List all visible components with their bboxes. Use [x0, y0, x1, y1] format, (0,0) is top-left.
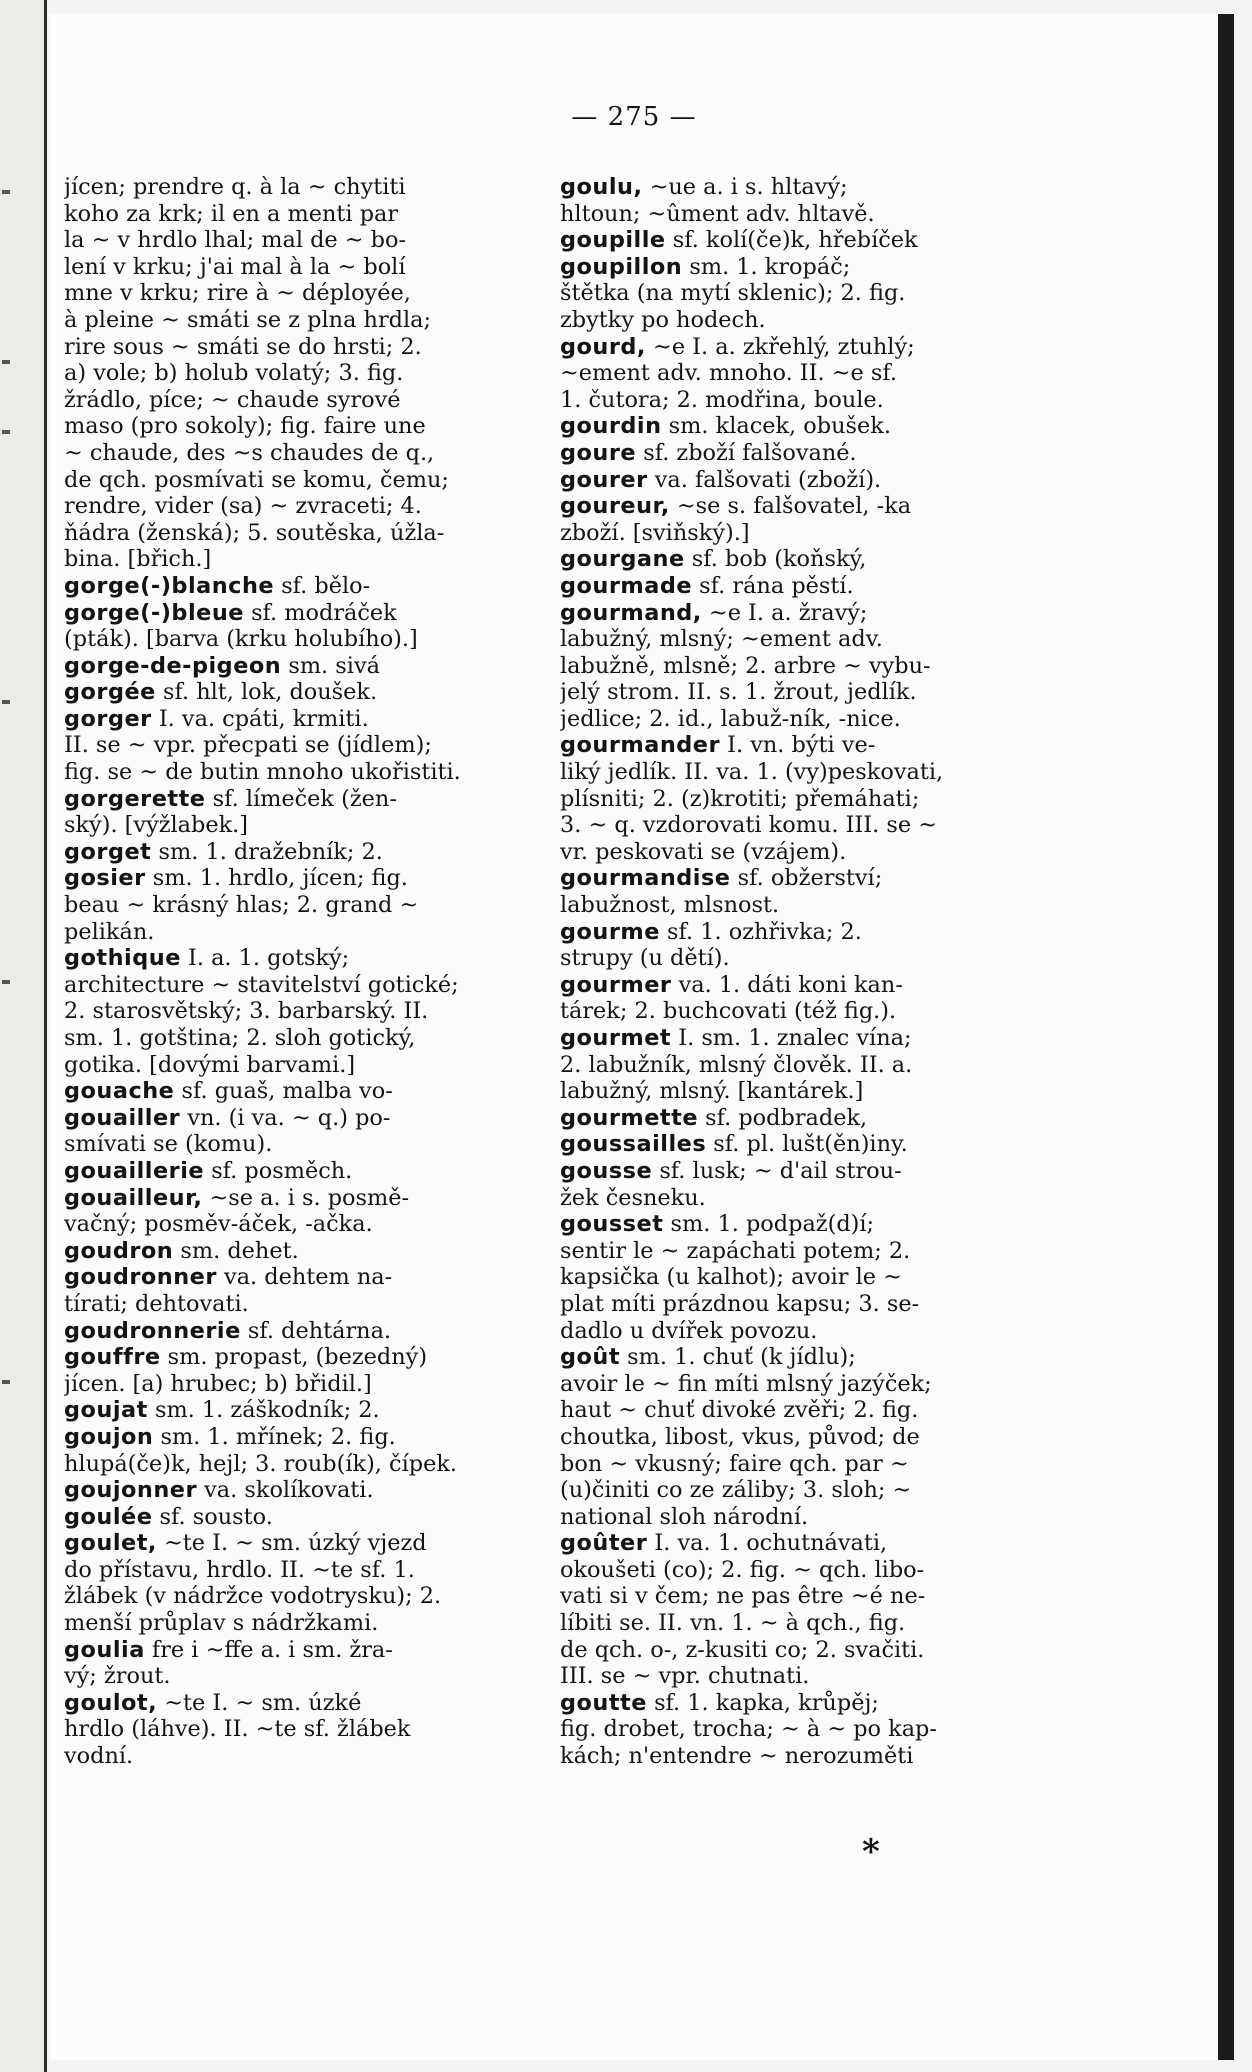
right-column-line — [560, 919, 1025, 946]
footer-mark: * — [862, 1832, 880, 1872]
definition-text: sf. sousto. — [152, 1503, 273, 1530]
headword: gorget — [64, 838, 152, 865]
headword: gourmander — [560, 732, 721, 759]
edge-mark — [2, 1380, 10, 1384]
definition-text: ~se a. i s. posmě- — [202, 1184, 410, 1211]
left-column-line — [64, 786, 529, 813]
headword: gorge(-)blanche — [64, 572, 275, 599]
left-column-line: à pleine ~ smáti se z plna hrdla; — [64, 306, 432, 333]
edge-mark — [2, 700, 10, 704]
edge-mark — [2, 430, 10, 434]
left-column-line: hrdlo (láhve). II. ~te sf. žlábek — [64, 1716, 411, 1743]
definition-text: sf. 1. ozhřivka; 2. — [659, 918, 862, 945]
definition-text: fre i ~ffe a. i sm. žra- — [144, 1636, 393, 1663]
left-column-line: vačný; posměv-áček, -ačka. — [64, 1211, 373, 1238]
definition-text: sf. límeček (žen- — [205, 785, 397, 812]
headword: gourmandise — [560, 865, 731, 892]
definition-text: sm. 1. hrdlo, jícen; fig. — [145, 865, 408, 892]
right-column-line: choutka, libost, vkus, původ; de — [560, 1423, 920, 1450]
headword: goulot, — [64, 1689, 158, 1716]
right-column-line — [560, 413, 1025, 440]
left-column-line: beau ~ krásný hlas; 2. grand ~ — [64, 892, 419, 919]
headword: gourme — [560, 918, 660, 945]
right-column-line: kapsička (u kalhot); avoir le ~ — [560, 1264, 902, 1291]
definition-text: ~e I. a. žravý; — [701, 599, 868, 626]
right-column-line — [560, 334, 1025, 361]
right-column-line: 1. čutora; 2. modřina, boule. — [560, 386, 884, 413]
edge-mark — [2, 190, 10, 194]
left-column-line — [64, 600, 529, 627]
headword: goûter — [560, 1530, 648, 1557]
right-column-line — [560, 1025, 1025, 1052]
page-number: — 275 — — [571, 102, 697, 132]
right-column-line — [560, 467, 1025, 494]
right-column-line: líbiti se. II. vn. 1. ~ à qch., fig. — [560, 1610, 906, 1637]
left-column-line — [64, 573, 529, 600]
left-column-line: rire sous ~ smáti se do hrsti; 2. — [64, 333, 422, 360]
headword: goujonner — [64, 1477, 198, 1504]
headword: gourmade — [560, 572, 693, 599]
headword: gorgée — [64, 679, 156, 706]
right-column-line: tárek; 2. buchcovati (též fig.). — [560, 998, 897, 1025]
left-column-line: mne v krku; rire à ~ déployée, — [64, 280, 411, 307]
left-column-line: ňádra (ženská); 5. soutěska, úžla- — [64, 519, 445, 546]
headword: gouffre — [64, 1344, 161, 1371]
left-column-line — [64, 1637, 529, 1664]
right-column-line: fig. drobet, trocha; ~ à ~ po kap- — [560, 1716, 937, 1743]
left-column-line — [64, 1530, 529, 1557]
right-column-line: (u)činiti co ze záliby; 3. sloh; ~ — [560, 1477, 912, 1504]
dictionary-page — [50, 14, 1234, 2060]
headword: gourer — [560, 466, 648, 493]
right-column-line — [560, 732, 1025, 759]
definition-text: sm. klacek, obušek. — [661, 413, 891, 440]
left-column-line: II. se ~ vpr. přecpati se (jídlem); — [64, 732, 432, 759]
headword: goulu, — [560, 174, 643, 200]
left-column-line — [64, 1397, 529, 1424]
definition-text: ~se s. falšovatel, -ka — [669, 493, 912, 520]
left-column-line: 2. starosvětský; 3. barbarský. II. — [64, 998, 429, 1025]
right-column-line: plat míti prázdnou kapsu; 3. se- — [560, 1290, 920, 1317]
definition-text: ~e I. a. zkřehlý, ztuhlý; — [645, 333, 915, 360]
left-column-line: maso (pro sokoly); fig. faire une — [64, 413, 426, 440]
right-column-line — [560, 1690, 1025, 1717]
left-column-line — [64, 1238, 529, 1265]
headword: gourmand, — [560, 599, 702, 626]
right-column-line: žek česneku. — [560, 1184, 706, 1211]
headword: goujat — [64, 1397, 148, 1424]
definition-text: vn. (i va. ~ q.) po- — [180, 1104, 391, 1131]
left-column-line — [64, 1690, 529, 1717]
right-column-line: bon ~ vkusný; faire qch. par ~ — [560, 1450, 909, 1477]
right-column-line — [560, 1158, 1025, 1185]
left-column-line: koho za krk; il en a menti par — [64, 200, 399, 227]
left-column-line: vý; žrout. — [64, 1663, 171, 1690]
definition-text: sf. lusk; ~ d'ail strou- — [652, 1157, 902, 1184]
headword: gourmet — [560, 1025, 672, 1051]
left-column-line — [64, 1078, 529, 1105]
headword: gorge-de-pigeon — [64, 652, 282, 679]
definition-text: sf. 1. kapka, krůpěj; — [646, 1689, 879, 1716]
definition-text: sm. propast, (bezedný) — [160, 1344, 428, 1371]
right-column-line: štětka (na mytí sklenic); 2. fig. — [560, 280, 906, 307]
left-column-line: žlábek (v nádržce vodotrysku); 2. — [64, 1583, 442, 1610]
right-column-line: vati si v čem; ne pas être ~é ne- — [560, 1583, 926, 1610]
left-column-line: la ~ v hrdlo lhal; mal de ~ bo- — [64, 227, 407, 254]
left-column-line — [64, 1105, 529, 1132]
definition-text: I. a. 1. gotský; — [180, 945, 350, 972]
right-column-line: labužnost, mlsnost. — [560, 892, 780, 919]
definition-text: sf. pl. lušt(ěn)iny. — [706, 1131, 908, 1158]
headword: goulia — [64, 1636, 145, 1663]
definition-text: sm. 1. dražebník; 2. — [151, 838, 383, 865]
headword: gouailleur, — [64, 1184, 203, 1211]
definition-text: ~ue a. i s. hltavý; — [642, 174, 848, 200]
left-column-line: ský). [výžlabek.] — [64, 812, 249, 839]
definition-text: sf. zboží falšované. — [636, 439, 857, 466]
left-column-line: ~ chaude, des ~s chaudes de q., — [64, 439, 435, 466]
definition-text: sm. dehet. — [173, 1237, 299, 1264]
definition-text: sf. bělo- — [274, 572, 371, 599]
definition-text: sm. 1. mřínek; 2. fig. — [153, 1423, 396, 1450]
right-column-line: hltoun; ~ûment adv. hltavě. — [560, 200, 875, 227]
definition-text: va. dehtem na- — [216, 1264, 393, 1291]
definition-text: sf. podbradek, — [698, 1104, 868, 1131]
headword: gosier — [64, 865, 146, 892]
right-column-line — [560, 1211, 1025, 1238]
right-column-line: ~ement adv. mnoho. II. ~e sf. — [560, 360, 897, 387]
right-column-line — [560, 546, 1025, 573]
left-column-line: jícen. [a) hrubec; b) břidil.] — [64, 1370, 372, 1397]
definition-text: I. sm. 1. znalec vína; — [671, 1025, 912, 1051]
definition-text: sf. hlt, lok, doušek. — [155, 679, 378, 706]
definition-text: sm. 1. záškodník; 2. — [147, 1397, 380, 1424]
left-column-line: lení v krku; j'ai mal à la ~ bolí — [64, 253, 406, 280]
definition-text: sf. rána pěstí. — [692, 572, 854, 599]
headword: goulée — [64, 1503, 153, 1530]
left-column-line: žrádlo, píce; ~ chaude syrové — [64, 386, 401, 413]
right-column-line — [560, 865, 1025, 892]
headword: goudron — [64, 1237, 174, 1264]
right-column-line — [560, 227, 1025, 254]
definition-text: va. falšovati (zboží). — [647, 466, 882, 493]
right-column-line — [560, 493, 1025, 520]
left-column-line — [64, 1264, 529, 1291]
definition-text: sf. kolí(če)k, hřebíček — [665, 227, 918, 254]
left-column-line — [64, 839, 529, 866]
left-column-line: vodní. — [64, 1743, 134, 1770]
headword: gourd, — [560, 333, 646, 360]
left-column-line: sm. 1. gotština; 2. sloh gotický, — [64, 1025, 416, 1051]
right-column-line: plísniti; 2. (z)krotiti; přemáhati; — [560, 785, 920, 812]
right-column-line — [560, 600, 1025, 627]
left-column-line — [64, 1158, 529, 1185]
right-column-line — [560, 573, 1025, 600]
left-column-line: hlupá(če)k, hejl; 3. roub(ík), čípek. — [64, 1450, 458, 1477]
right-column-line — [560, 254, 1025, 281]
left-column-line — [64, 1424, 529, 1451]
headword: gorger — [64, 705, 152, 732]
right-column-line: jedlice; 2. id., labuž-ník, -nice. — [560, 705, 901, 732]
headword: goussailles — [560, 1131, 707, 1158]
definition-text: sf. dehtárna. — [240, 1317, 392, 1344]
right-column-line: labužný, mlsný; ~ement adv. — [560, 626, 883, 653]
definition-text: ~te I. ~ sm. úzký vjezd — [156, 1530, 427, 1557]
left-column-line — [64, 1185, 529, 1212]
right-column-line: zbytky po hodech. — [560, 306, 766, 333]
right-column-line: 2. labužník, mlsný člověk. II. a. — [560, 1051, 913, 1078]
left-column-line: architecture ~ stavitelství gotické; — [64, 971, 459, 998]
right-column-line: vr. peskovati se (vzájem). — [560, 838, 847, 865]
right-column-line: dadlo u dvířek povozu. — [560, 1317, 818, 1344]
headword: gorgerette — [64, 785, 206, 812]
right-column-line — [560, 440, 1025, 467]
definition-text: sf. posměch. — [204, 1157, 353, 1184]
headword: gouaillerie — [64, 1157, 205, 1184]
left-column-line: de qch. posmívati se komu, čemu; — [64, 466, 449, 493]
right-column-line: liký jedlík. II. va. 1. (vy)peskovati, — [560, 759, 944, 786]
adjacent-page-edge — [0, 0, 47, 2072]
definition-text: sf. bob (koňský, — [684, 546, 867, 573]
left-column-line: do přístavu, hrdlo. II. ~te sf. 1. — [64, 1556, 415, 1583]
right-column-line: de qch. o-, z-kusiti co; 2. svačiti. — [560, 1636, 925, 1663]
left-column-line: bina. [břich.] — [64, 546, 212, 573]
left-column-line — [64, 706, 529, 733]
left-column-line: gotika. [dovými barvami.] — [64, 1051, 356, 1078]
left-column-line — [64, 1477, 529, 1504]
headword: goupillon — [560, 253, 683, 280]
headword: gouailler — [64, 1104, 181, 1131]
headword: gourgane — [560, 546, 685, 573]
left-column-line: pelikán. — [64, 918, 155, 945]
definition-text: ~te I. ~ sm. úzké — [157, 1689, 362, 1716]
definition-text: I. va. cpáti, krmiti. — [151, 705, 369, 732]
definition-text: I. va. 1. ochutnávati, — [647, 1530, 888, 1557]
headword: gorge(-)bleue — [64, 599, 244, 626]
right-column-line: avoir le ~ fin míti mlsný jazýček; — [560, 1370, 932, 1397]
right-column-line: zboží. [sviňský).] — [560, 519, 750, 546]
left-column-line — [64, 865, 529, 892]
right-column-line: haut ~ chuť divoké zvěři; 2. fig. — [560, 1397, 919, 1424]
left-column-line: (pták). [barva (krku holubího).] — [64, 626, 418, 653]
right-column-line: sentir le ~ zapáchati potem; 2. — [560, 1237, 911, 1264]
headword: goût — [560, 1344, 621, 1371]
edge-mark — [2, 360, 10, 364]
left-column — [64, 174, 529, 1770]
definition-text: sm. 1. podpaž(d)í; — [663, 1211, 875, 1238]
right-column-line — [560, 174, 1025, 201]
right-column-line: jelý strom. II. s. 1. žrout, jedlík. — [560, 679, 917, 706]
left-column-line — [64, 653, 529, 680]
right-column-line — [560, 1344, 1025, 1371]
headword: goulet, — [64, 1530, 157, 1557]
right-column-line — [560, 1105, 1025, 1132]
definition-text: I. vn. býti ve- — [720, 732, 876, 759]
headword: goutte — [560, 1689, 647, 1716]
headword: gouache — [64, 1078, 175, 1105]
left-column-line: menší průplav s nádržkami. — [64, 1610, 379, 1637]
left-column-line — [64, 1344, 529, 1371]
right-column-line: III. se ~ vpr. chutnati. — [560, 1663, 810, 1690]
definition-text: sf. obžerství; — [730, 865, 883, 892]
headword: goudronnerie — [64, 1317, 241, 1344]
right-column-line: national sloh národní. — [560, 1503, 809, 1530]
headword: gousse — [560, 1157, 653, 1184]
left-column-line: tírati; dehtovati. — [64, 1290, 249, 1317]
left-column-line: smívati se (komu). — [64, 1131, 273, 1158]
definition-text: sm. 1. chuť (k jídlu); — [620, 1344, 856, 1371]
right-column-line: labužný, mlsný. [kantárek.] — [560, 1078, 864, 1105]
definition-text: sm. sivá — [281, 652, 380, 679]
left-column-line: a) vole; b) holub volatý; 3. fig. — [64, 360, 404, 387]
headword: goure — [560, 439, 637, 466]
left-column-line — [64, 1318, 529, 1345]
right-column — [560, 174, 1025, 1770]
headword: goureur, — [560, 493, 670, 520]
right-column-line: labužně, mlsně; 2. arbre ~ vybu- — [560, 652, 931, 679]
left-column-line: jícen; prendre q. à la ~ chytiti — [64, 174, 406, 200]
headword: gousset — [560, 1211, 664, 1238]
left-column-line: rendre, vider (sa) ~ zvraceti; 4. — [64, 493, 422, 520]
headword: gourmette — [560, 1104, 699, 1131]
headword: goudronner — [64, 1264, 217, 1291]
definition-text: sf. guaš, malba vo- — [174, 1078, 393, 1105]
right-column-line: okoušeti (co); 2. fig. ~ qch. libo- — [560, 1556, 925, 1583]
right-column-line: 3. ~ q. vzdorovati komu. III. se ~ — [560, 812, 937, 839]
headword: gourmer — [560, 971, 672, 998]
left-column-line: fig. se ~ de butin mnoho ukořistiti. — [64, 759, 461, 786]
definition-text: va. 1. dáti koni kan- — [671, 971, 903, 998]
definition-text: sf. modráček — [243, 599, 397, 626]
definition-text: va. skolíkovati. — [197, 1477, 374, 1504]
right-column-line: strupy (u dětí). — [560, 945, 730, 972]
definition-text: sm. 1. kropáč; — [682, 253, 851, 280]
right-column-line — [560, 972, 1025, 999]
right-column-line: kách; n'entendre ~ nerozuměti — [560, 1743, 914, 1770]
right-column-line — [560, 1131, 1025, 1158]
left-column-line — [64, 945, 529, 972]
left-column-line — [64, 1504, 529, 1531]
edge-mark — [2, 980, 10, 984]
headword: gothique — [64, 945, 181, 972]
left-column-line — [64, 679, 529, 706]
right-column-line — [560, 1530, 1025, 1557]
headword: gourdin — [560, 413, 662, 440]
headword: goupille — [560, 227, 666, 254]
headword: goujon — [64, 1423, 154, 1450]
